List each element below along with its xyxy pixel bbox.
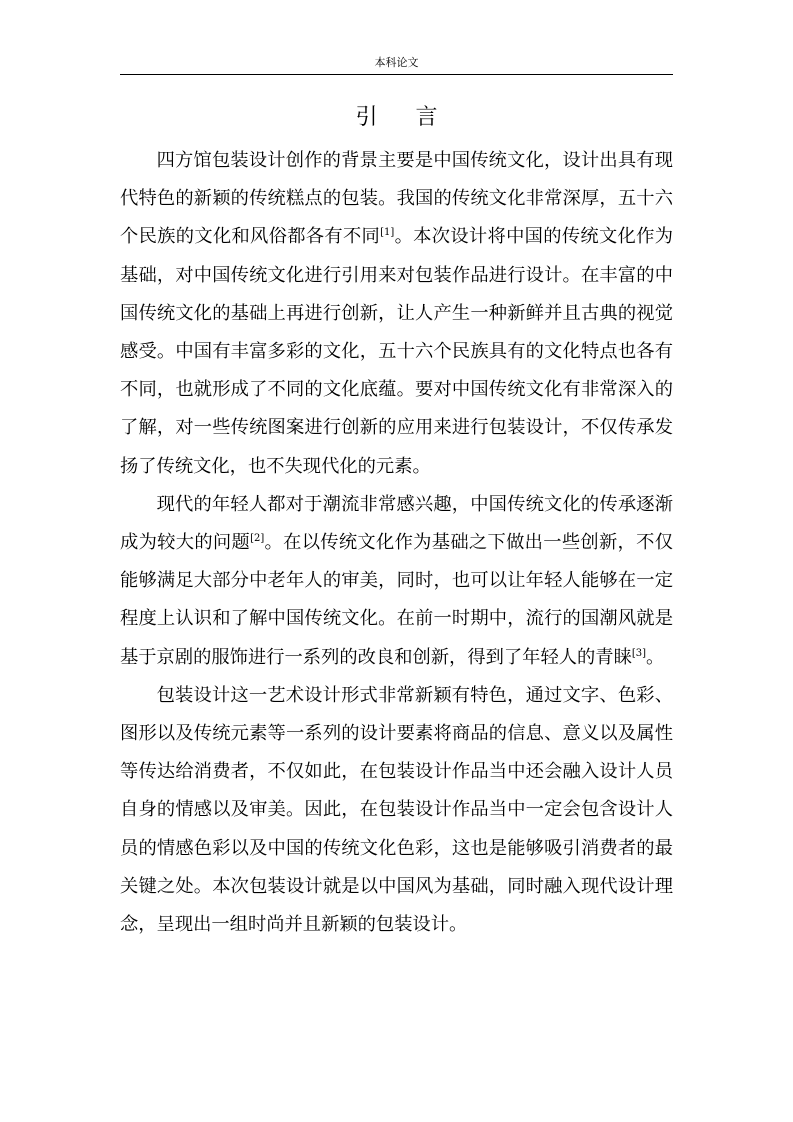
text-line xyxy=(120,524,673,562)
text-segment: 。本次设计将中国的传统文化作为 xyxy=(394,226,674,248)
text-line: 国传统文化的基础上再进行创新，让人产生一种新鲜并且古典的视觉 xyxy=(120,302,673,324)
text-line: 现代的年轻人都对于潮流非常感兴趣，中国传统文化的传承逐渐 xyxy=(156,493,673,515)
text-line: 自身的情感以及审美。因此，在包装设计作品当中一定会包含设计人 xyxy=(120,799,673,821)
text-segment: 个民族的文化和风俗都各有不同 xyxy=(120,226,381,248)
citation-marker: [1] xyxy=(380,227,395,239)
text-line: 扬了传统文化，也不失现代化的元素。 xyxy=(120,455,431,477)
text-line: 四方馆包装设计创作的背景主要是中国传统文化，设计出具有现 xyxy=(156,150,673,171)
text-segment: 。 xyxy=(646,646,665,668)
text-line: 念，呈现出一组时尚并且新颖的包装设计。 xyxy=(120,914,468,936)
text-line: 能够满足大部分中老年人的审美，同时，也可以让年轻人能够在一定 xyxy=(120,570,673,592)
running-header-text: 本科论文 xyxy=(374,56,419,69)
text-line: 员的情感色彩以及中国的传统文化色彩，这也是能够吸引消费者的最 xyxy=(120,837,673,859)
text-line: 关键之处。本次包装设计就是以中国风为基础，同时融入现代设计理 xyxy=(120,875,673,897)
paragraph xyxy=(120,142,673,486)
text-segment: 基于京剧的服饰进行一系列的改良和创新，得到了年轻人的青睐 xyxy=(120,646,632,668)
citation-marker: [3] xyxy=(631,647,647,659)
paragraph xyxy=(120,486,673,677)
text-line: 基础，对中国传统文化进行引用来对包装作品进行设计。在丰富的中 xyxy=(120,264,673,286)
citation-marker: [2] xyxy=(250,532,265,544)
paragraph xyxy=(120,677,673,944)
text-segment: 。在以传统文化作为基础之下做出一些创新，不仅 xyxy=(264,532,673,554)
text-line: 程度上认识和了解中国传统文化。在前一时期中，流行的国潮风就是 xyxy=(120,608,673,630)
text-segment: 成为较大的问题 xyxy=(120,532,251,554)
text-line: 图形以及传统元素等一系列的设计要素将商品的信息、意义以及属性 xyxy=(120,723,673,745)
text-line xyxy=(120,218,673,256)
text-line xyxy=(120,639,673,677)
running-header xyxy=(120,56,673,75)
text-line: 了解，对一些传统图案进行创新的应用来进行包装设计，不仅传承发 xyxy=(120,417,673,439)
text-line: 不同，也就形成了不同的文化底蕴。要对中国传统文化有非常深入的 xyxy=(120,379,673,401)
text-line: 等传达给消费者，不仅如此，在包装设计作品当中还会融入设计人员 xyxy=(120,761,673,783)
section-title: 引言 xyxy=(355,105,476,130)
text-line: 感受。中国有丰富多彩的文化，五十六个民族具有的文化特点也各有 xyxy=(120,341,673,363)
text-line: 包装设计这一艺术设计形式非常新颖有特色，通过文字、色彩、 xyxy=(156,684,673,706)
text-line: 代特色的新颖的传统糕点的包装。我国的传统文化非常深厚，五十六 xyxy=(120,188,673,210)
body-text xyxy=(120,142,673,944)
